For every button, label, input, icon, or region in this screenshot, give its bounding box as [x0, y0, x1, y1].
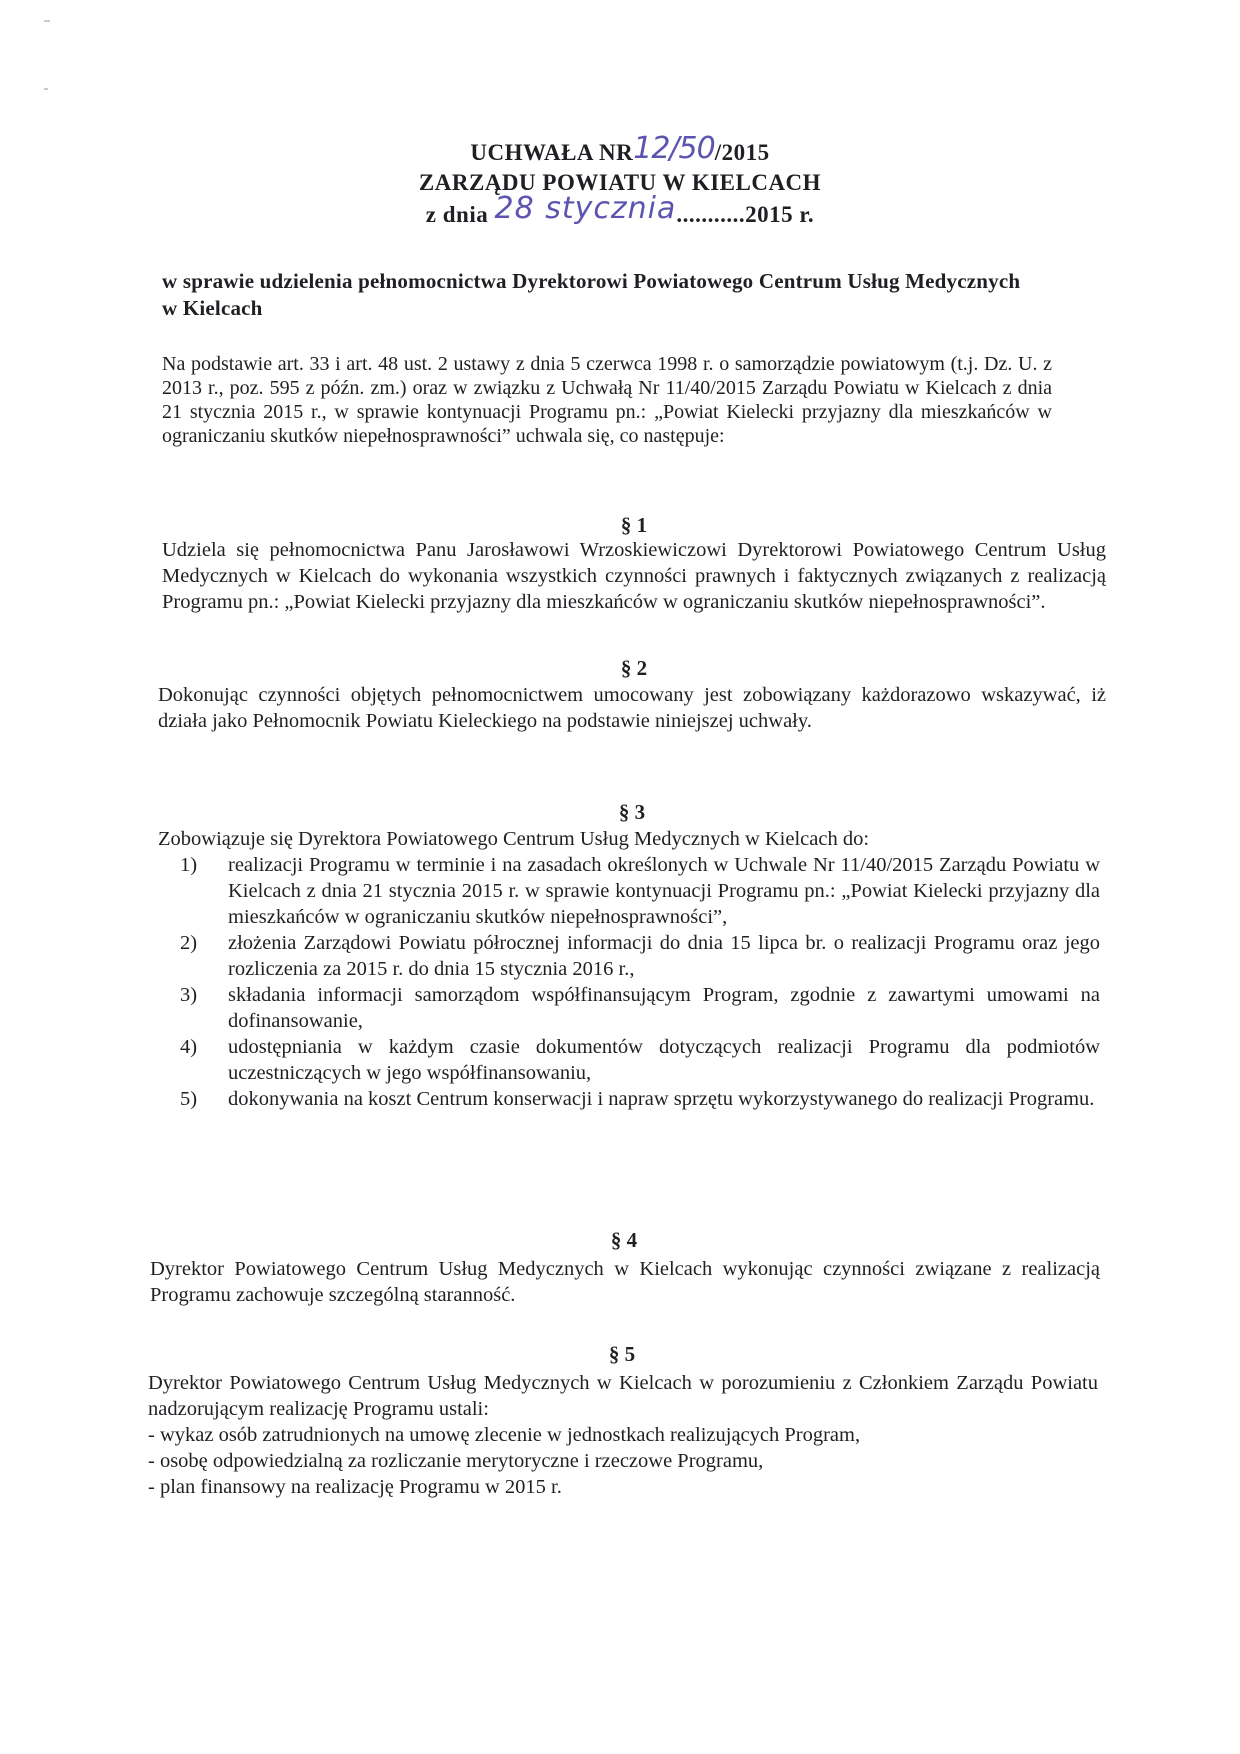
resolution-header [0, 131, 1240, 230]
list-item-text: dokonywania na koszt Centrum konserwacji i napraw sprzętu wykorzystywanego do realizacji Programu. [228, 1088, 1095, 1110]
dash-list-item: - osobę odpowiedzialną za rozliczanie merytoryczne i rzeczowe Programu, [148, 1450, 764, 1472]
dash-list-item: - wykaz osób zatrudnionych na umowę zlecenie w jednostkach realizujących Program, [148, 1424, 861, 1446]
resolution-number-label: UCHWAŁA NR [470, 140, 634, 165]
section-3-list [180, 852, 1100, 1112]
date-label: z dnia [425, 202, 489, 227]
section-5-body: Dyrektor Powiatowego Centrum Usług Medycznych w Kielcach w porozumieniu z Członkiem Zarządu Powiatu nadzorującym realizację Programu ustali: [148, 1372, 1098, 1420]
list-item-text: składania informacji samorządom współfinansującym Program, zgodnie z zawartymi umowami na dofinansowanie, [228, 984, 1100, 1032]
section-4-heading: § 4 [610, 1228, 638, 1252]
list-item [180, 1086, 1100, 1112]
list-item-number: 1) [180, 854, 198, 876]
dash-list-item: - plan finansowy na realizację Programu w 2015 r. [148, 1476, 562, 1498]
section-2-heading: § 2 [620, 656, 648, 680]
resolution-subject: w sprawie udzielenia pełnomocnictwa Dyrektorowi Powiatowego Centrum Usług Medycznych w Kielcach [162, 269, 1021, 320]
date-line [425, 191, 815, 230]
date-year: 2015 r. [745, 202, 815, 227]
list-item-number: 3) [180, 984, 198, 1006]
list-item [180, 1034, 1100, 1086]
section-2-body: Dokonując czynności objętych pełnomocnictwem umocowany jest zobowiązany każdorazowo wskazywać, iż działa jako Pełnomocnik Powiatu Kieleckiego na podstawie niniejszej uchwały. [158, 684, 1106, 732]
list-item-number: 2) [180, 932, 198, 954]
section-3-heading: § 3 [618, 800, 646, 824]
resolution-number-line [470, 131, 770, 168]
section-1-body: Udziela się pełnomocnictwa Panu Jarosławowi Wrzoskiewiczowi Dyrektorowi Powiatowego Centrum Usług Medycznych w Kielcach do wykonania wszystkich czynności prawnych i faktycznych związanych z realizacją Programu pn.: „Powiat Kielecki przyjazny dla mieszkańców w ograniczaniu skutków niepełnosprawności”. [162, 539, 1106, 613]
scan-speck [44, 20, 50, 22]
list-item [180, 852, 1100, 930]
list-item [180, 982, 1100, 1034]
number-suffix: /2015 [714, 140, 770, 165]
date-dots: ........... [676, 202, 746, 227]
list-item-number: 4) [180, 1036, 198, 1058]
section-1-heading: § 1 [620, 513, 648, 537]
issuer-line: ZARZĄDU POWIATU W KIELCACH [418, 170, 822, 195]
legal-basis-paragraph: Na podstawie art. 33 i art. 48 ust. 2 ustawy z dnia 5 czerwca 1998 r. o samorządzie powiatowym (t.j. Dz. U. z 2013 r., poz. 595 z późn. zm.) oraz w związku z Uchwałą Nr 11/40/2015 Zarządu Powiatu w Kielcach z dnia 21 stycznia 2015 r., w sprawie kontynuacji Programu pn.: „Powiat Kielecki przyjazny dla mieszkańców w ograniczaniu skutków niepełnosprawności” uchwala się, co następuje: [162, 353, 1052, 447]
handwritten-resolution-number: 12/50 [633, 131, 715, 166]
section-4-body: Dyrektor Powiatowego Centrum Usług Medycznych w Kielcach wykonując czynności związane z realizacją Programu zachowuje szczególną staranność. [150, 1258, 1100, 1306]
list-item [180, 930, 1100, 982]
list-item-number: 5) [180, 1088, 198, 1110]
section-5-dash-list [148, 1422, 1048, 1500]
handwritten-date: 28 stycznia [494, 191, 677, 226]
list-item-text: realizacji Programu w terminie i na zasadach określonych w Uchwale Nr 11/40/2015 Zarządu Powiatu w Kielcach z dnia 21 stycznia 2015 r. w sprawie kontynuacji Programu pn.: „Powiat Kielecki przyjazny dla mieszkańców w ograniczaniu skutków niepełnosprawności”, [228, 854, 1100, 928]
scan-speck [44, 88, 48, 90]
list-item-text: udostępniania w każdym czasie dokumentów dotyczących realizacji Programu dla podmiotów uczestniczących w jego współfinansowaniu, [228, 1036, 1100, 1084]
list-item-text: złożenia Zarządowi Powiatu półrocznej informacji do dnia 15 lipca br. o realizacji Programu oraz jego rozliczenia za 2015 r. do dnia 15 stycznia 2016 r., [228, 932, 1100, 980]
section-5-heading: § 5 [608, 1342, 636, 1366]
section-3-body: Zobowiązuje się Dyrektora Powiatowego Centrum Usług Medycznych w Kielcach do: [158, 828, 870, 850]
